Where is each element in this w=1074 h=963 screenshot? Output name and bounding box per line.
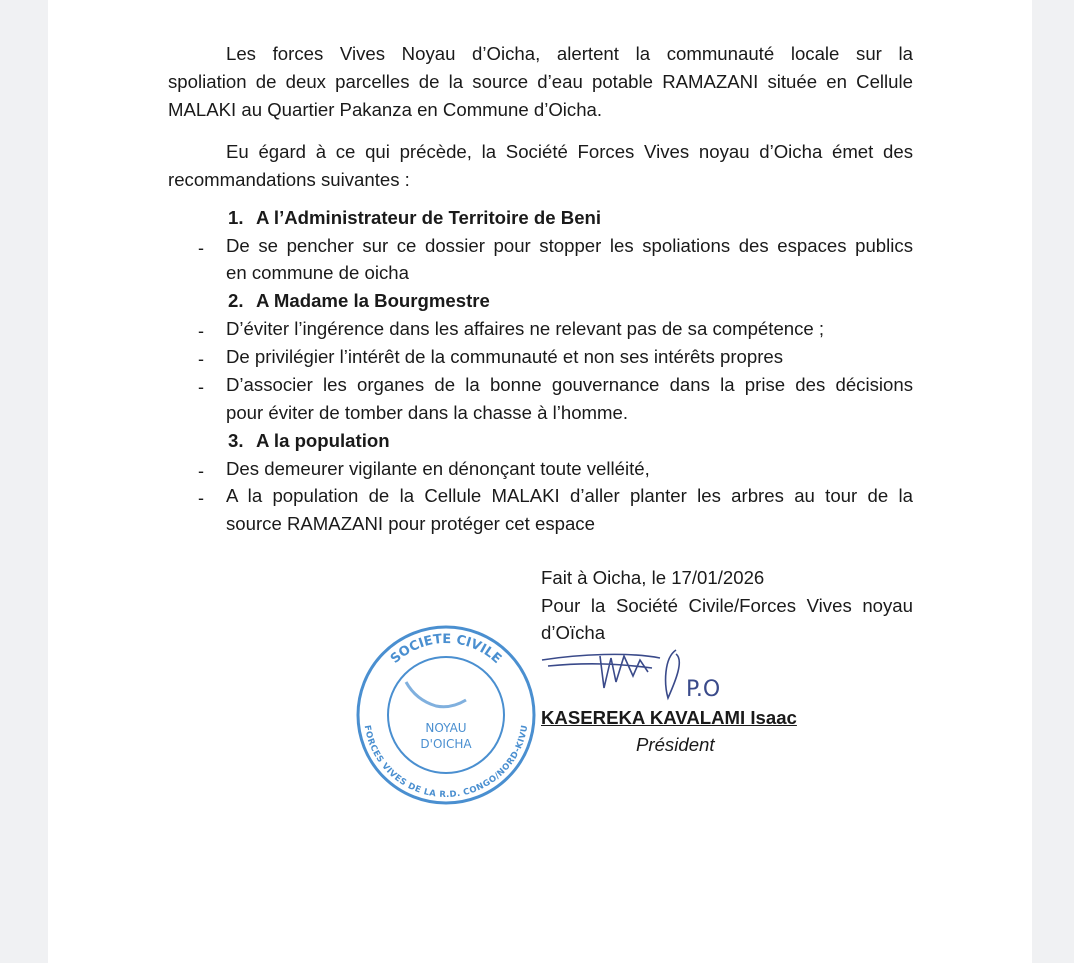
list-item-line: Des demeurer vigilante en dénonçant toute velléité,: [226, 458, 650, 479]
svg-text:D'OICHA: D'OICHA: [420, 737, 472, 751]
signature: [540, 646, 740, 704]
on-behalf-line: d’Oïcha: [541, 622, 606, 643]
bullet-dash: -: [198, 461, 204, 481]
bullet-dash: -: [198, 488, 204, 508]
section-number: 1.: [228, 207, 244, 228]
paragraph-1-line: MALAKI au Quartier Pakanza en Commune d’Oicha.: [168, 99, 603, 120]
list-item-line: De privilégier l’intérêt de la communauté et non ses intérêts propres: [226, 346, 784, 367]
svg-text:NOYAU: NOYAU: [425, 721, 467, 735]
signatory-role: Président: [636, 734, 715, 755]
list-item-line: A la population de la Cellule MALAKI d’aller planter les arbres au tour de la: [226, 485, 913, 506]
section-heading: A Madame la Bourgmestre: [256, 290, 490, 311]
bullet-dash: -: [198, 377, 204, 397]
list-item-line: pour éviter de tomber dans la chasse à l’homme.: [226, 402, 629, 423]
section-number: 3.: [228, 430, 244, 451]
list-item-line: en commune de oicha: [226, 262, 409, 283]
svg-text:SOCIETE CIVILE: SOCIETE CIVILE: [387, 631, 505, 667]
bullet-dash: -: [198, 238, 204, 258]
place-date: Fait à Oicha, le 17/01/2026: [541, 567, 765, 588]
official-stamp: [356, 620, 536, 810]
section-heading: A l’Administrateur de Territoire de Beni: [256, 207, 602, 228]
list-item-line: source RAMAZANI pour protéger cet espace: [226, 513, 595, 534]
paragraph-2-line: Eu égard à ce qui précède, la Société Forces Vives noyau d’Oicha émet des: [226, 141, 913, 162]
list-item-line: D’éviter l’ingérence dans les affaires ne relevant pas de sa compétence ;: [226, 318, 825, 339]
bullet-dash: -: [198, 321, 204, 341]
section-number: 2.: [228, 290, 244, 311]
list-item-line: D’associer les organes de la bonne gouvernance dans la prise des décisions: [226, 374, 913, 395]
paragraph-1-line: spoliation de deux parcelles de la source d’eau potable RAMAZANI située en Cellule: [168, 71, 913, 92]
signatory-name: KASEREKA KAVALAMI Isaac: [541, 707, 797, 728]
bullet-dash: -: [198, 349, 204, 369]
on-behalf-line: Pour la Société Civile/Forces Vives noyau: [541, 595, 913, 616]
svg-text:P.O: P.O: [686, 677, 721, 702]
section-heading: A la population: [256, 430, 390, 451]
list-item-line: De se pencher sur ce dossier pour stopper les spoliations des espaces publics: [226, 235, 913, 256]
paragraph-2-line: recommandations suivantes :: [168, 169, 410, 190]
svg-text:FORCES VIVES DE LA R.D. CONGO/: FORCES VIVES DE LA R.D. CONGO/NORD-KIVU: [362, 724, 530, 800]
paragraph-1-line: Les forces Vives Noyau d’Oicha, alertent la communauté locale sur la: [226, 43, 913, 64]
